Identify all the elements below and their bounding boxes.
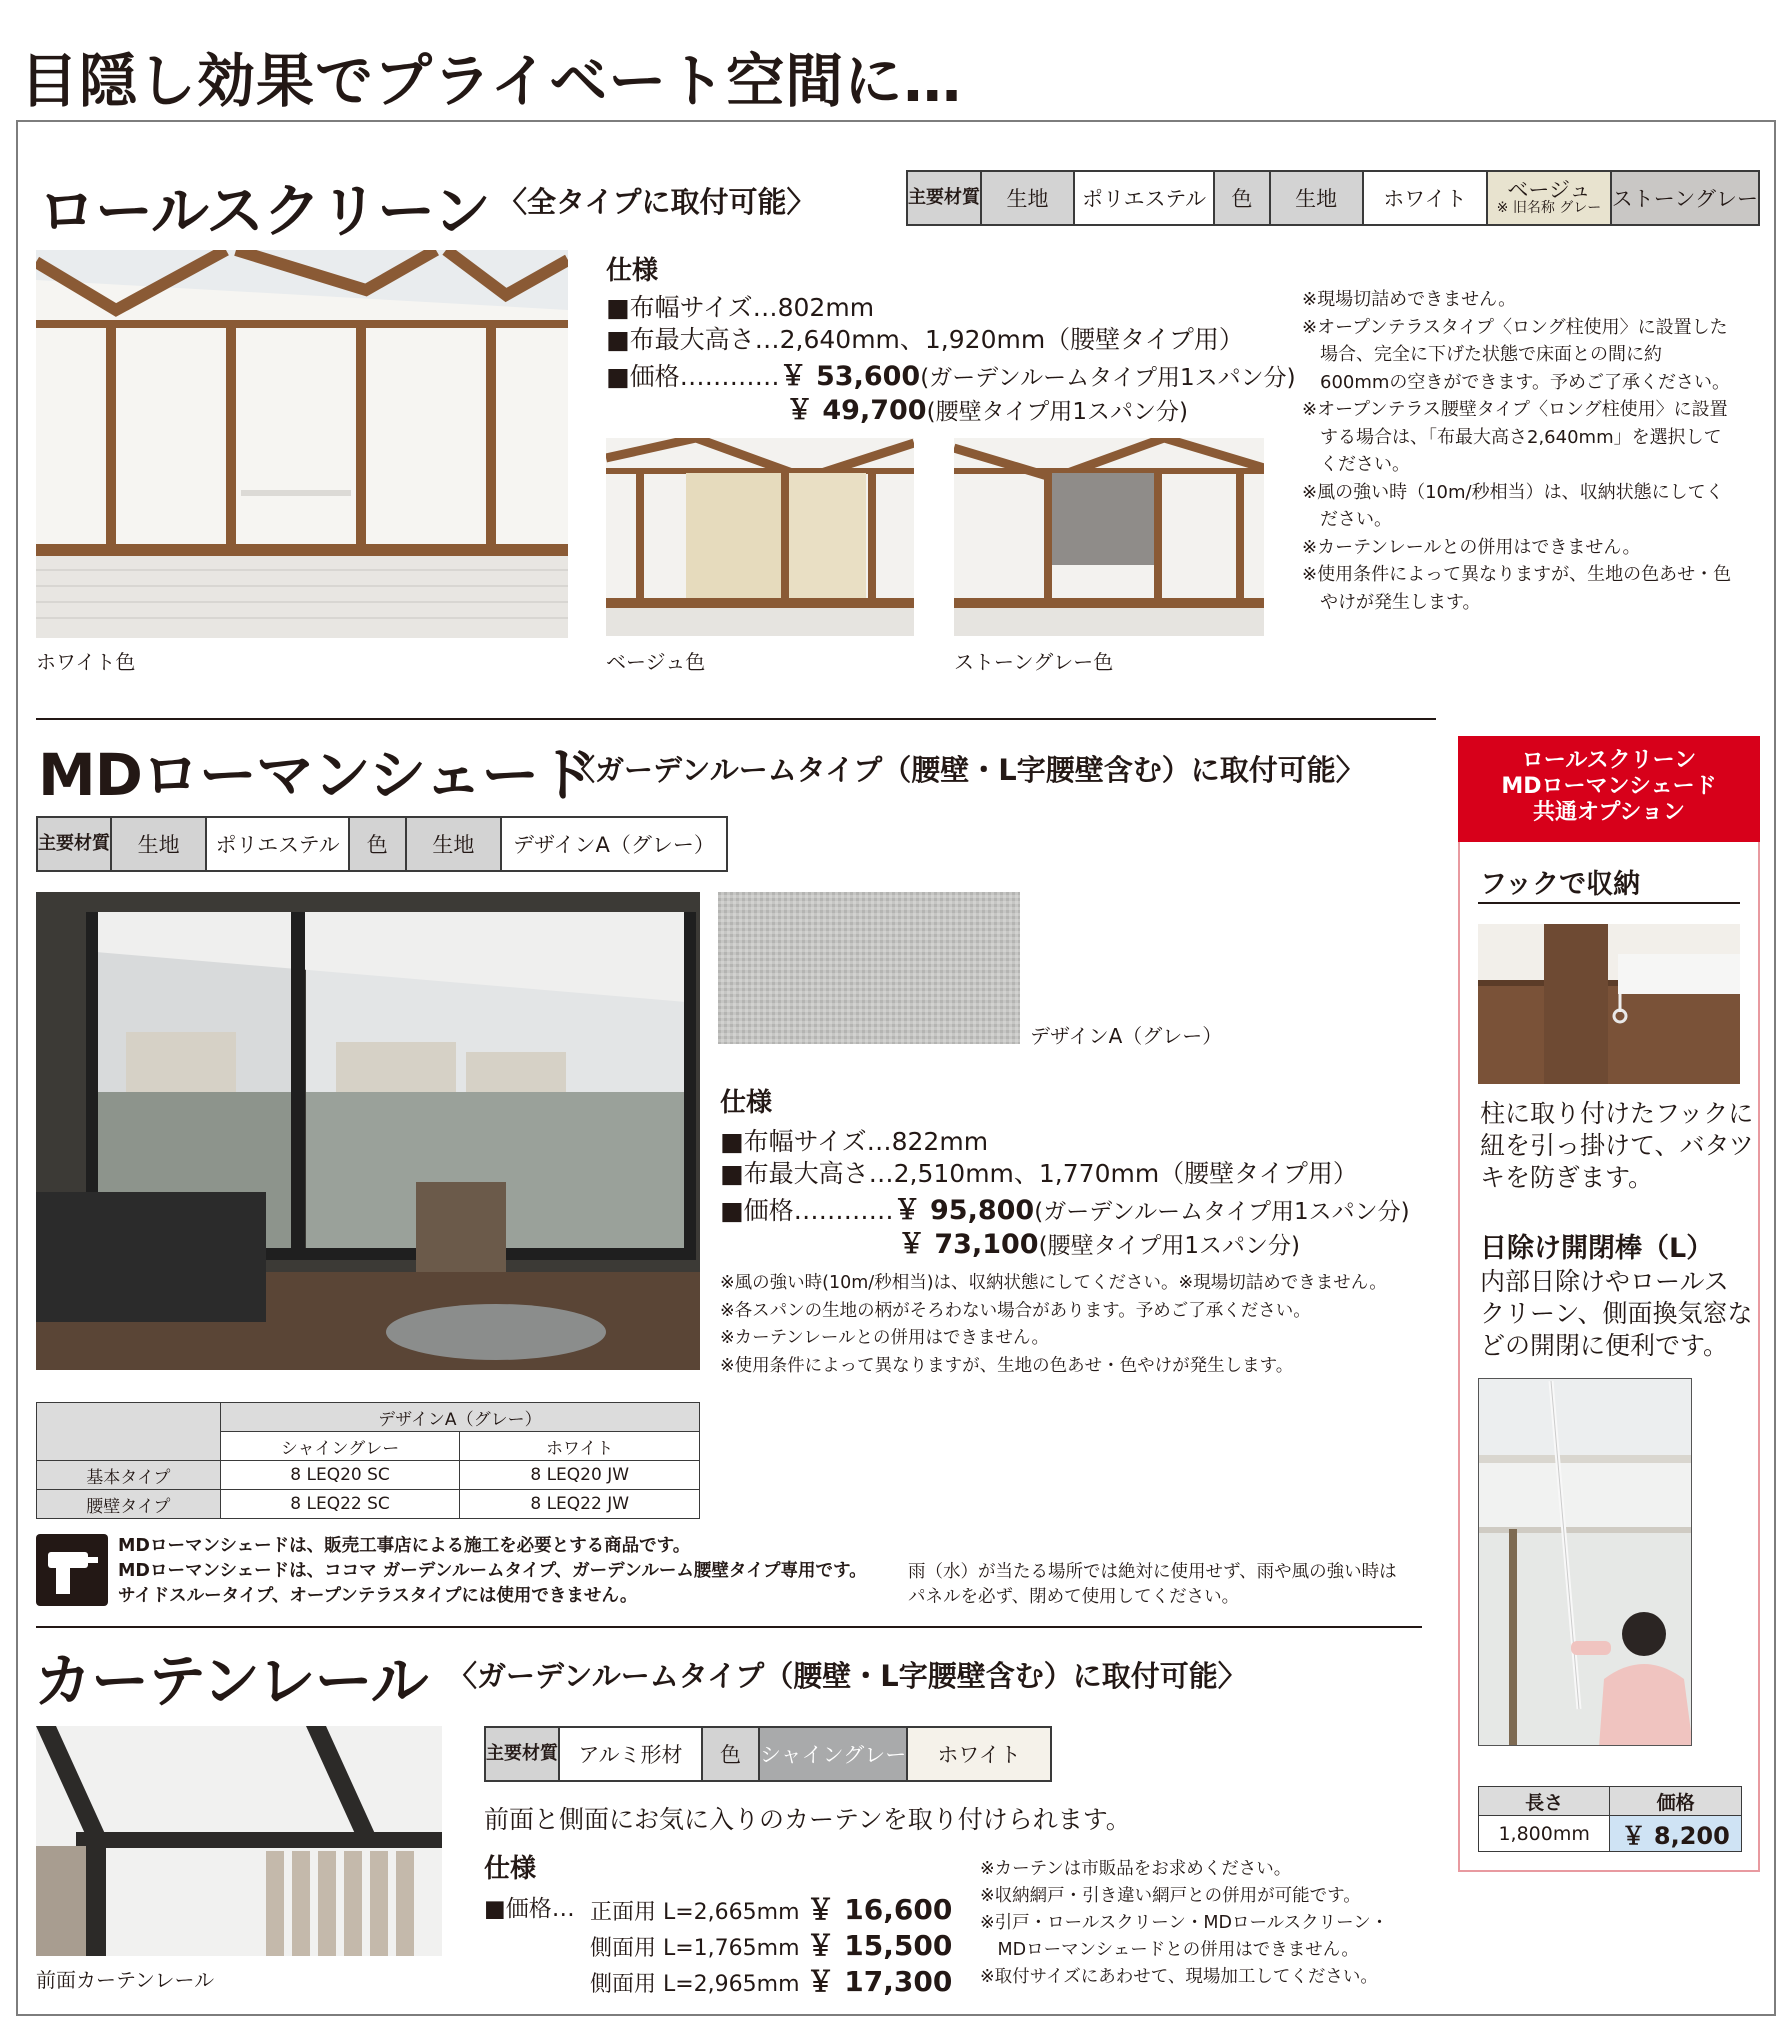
- section-divider: [36, 718, 1436, 720]
- rod-text-line: 内部日除けやロールス: [1480, 1267, 1729, 1296]
- color-beige-label: ベージュ: [1507, 178, 1591, 202]
- roll-screen-title: ロールスクリーン: [38, 177, 490, 245]
- curtain-notes: [980, 1856, 1420, 1991]
- fabric-label: 生地: [111, 817, 206, 871]
- table-row: [37, 1461, 700, 1490]
- curtain-price-value: ￥ 16,600: [806, 1893, 953, 1926]
- rod-text-line: どの開閉に便利です。: [1480, 1331, 1729, 1360]
- roll-photo-stone: [954, 438, 1264, 636]
- option-header-line: ロールスクリーン: [1521, 748, 1697, 773]
- md-rain-line: 雨（水）が当たる場所では絶対に使用せず、雨や風の強い時は: [908, 1562, 1397, 1582]
- color-beige-note: ※ 旧名称 グレー: [1496, 200, 1602, 216]
- roll-material-table: [906, 170, 1760, 226]
- fabric-label: 生地: [981, 171, 1074, 225]
- material-label: 主要材質: [485, 1727, 559, 1781]
- rod-table-head-length: 長さ: [1479, 1787, 1610, 1816]
- material-value: アルミ形材: [559, 1727, 702, 1781]
- md-spec-width-label: ■布幅サイズ: [720, 1127, 867, 1156]
- roll-spec-width-value: …802mm: [752, 293, 875, 322]
- roll-note: 場合、完全に下げた状態で床面との間に約: [1302, 344, 1662, 365]
- roll-note: 600mmの空きができます。予めご了承ください。: [1302, 371, 1730, 393]
- md-code-table: [36, 1402, 700, 1519]
- md-warning-line: MDローマンシェードは、販売工事店による施工を必要とする商品です。: [118, 1536, 691, 1556]
- code-table-col-white: ホワイト: [460, 1432, 700, 1461]
- md-warning: [118, 1534, 867, 1609]
- roll-note: やけが発生します。: [1302, 591, 1481, 613]
- curtain-note: MDローマンシェードとの併用はできません。: [980, 1940, 1359, 1960]
- md-spec-width-value: …822mm: [866, 1127, 989, 1156]
- page-title: 目隠し効果でプライベート空間に…: [20, 47, 963, 115]
- md-spec-price-label: ■価格…………: [720, 1196, 894, 1225]
- md-fabric-swatch: [718, 892, 1020, 1044]
- color-white: ホワイト: [1363, 171, 1488, 225]
- curtain-price-value: ￥ 15,500: [806, 1929, 953, 1962]
- roll-price-waist: ￥ 49,700: [786, 395, 927, 426]
- curtain-note: ※取付サイズにあわせて、現場加工してください。: [980, 1967, 1378, 1987]
- roll-notes: [1302, 286, 1772, 616]
- code-row-name: 腰壁タイプ: [37, 1490, 221, 1519]
- md-rain-warning: [908, 1560, 1397, 1610]
- curtain-rail-subtitle: 〈ガーデンルームタイプ（腰壁・L字腰壁含む）に取付可能〉: [448, 1659, 1247, 1693]
- md-price-waist-note: (腰壁タイプ用1スパン分): [1038, 1233, 1301, 1259]
- drill-icon: [36, 1534, 108, 1606]
- rod-text: [1480, 1266, 1753, 1362]
- material-label: 主要材質: [37, 817, 111, 871]
- code-table-group: デザインA（グレー）: [220, 1403, 699, 1432]
- roll-spec-height-label: ■布最大高さ: [606, 325, 755, 354]
- code-table-corner: [37, 1403, 221, 1461]
- color-label: 色: [349, 817, 406, 871]
- md-spec-height: [720, 1154, 1358, 1190]
- rod-table-head-price: 価格: [1610, 1787, 1742, 1816]
- roll-photo-beige: [606, 438, 914, 636]
- curtain-spec-head: 仕様: [484, 1854, 537, 1884]
- curtain-price-row: [590, 1924, 952, 1964]
- roll-note: ※カーテンレールとの併用はできません。: [1302, 536, 1641, 558]
- md-rain-line: パネルを必ず、閉めて使用してください。: [908, 1587, 1240, 1607]
- curtain-rail-title: カーテンレール: [34, 1647, 428, 1715]
- code-row-value: 8 LEQ20 SC: [220, 1461, 460, 1490]
- md-price-garden-note: (ガーデンルームタイプ用1スパン分): [1034, 1199, 1410, 1225]
- roll-note: ※現場切詰めできません。: [1302, 289, 1517, 310]
- hook-photo: [1478, 924, 1740, 1084]
- roll-caption-white: ホワイト色: [36, 650, 136, 674]
- md-price-garden: ￥ 95,800: [893, 1195, 1035, 1226]
- color-fabric-label: 生地: [1270, 171, 1363, 225]
- roll-note: ください。: [1302, 454, 1410, 475]
- rod-price-table: [1478, 1786, 1742, 1852]
- hook-text-line: 紐を引っ掛けて、バタツ: [1480, 1131, 1754, 1160]
- roll-spec-width-label: ■布幅サイズ: [606, 293, 753, 322]
- md-note: ※風の強い時(10m/秒相当)は、収納状態にしてください。※現場切詰めできません。: [720, 1273, 1387, 1293]
- hook-divider: [1478, 902, 1740, 904]
- color-fabric-label: 生地: [406, 817, 501, 871]
- md-shade-subtitle: 〈ガーデンルームタイプ（腰壁・L字腰壁含む）に取付可能〉: [566, 753, 1365, 787]
- curtain-price-value: ￥ 17,300: [806, 1965, 953, 1998]
- rod-price-value: ￥ 8,200: [1610, 1816, 1742, 1852]
- md-notes: [720, 1270, 1440, 1380]
- md-swatch-caption: デザインA（グレー）: [1030, 1024, 1223, 1048]
- roll-spec-price-label: ■価格…………: [606, 362, 780, 391]
- hook-text-line: キを防ぎます。: [1480, 1163, 1654, 1192]
- md-spec-width: [720, 1122, 988, 1158]
- roll-price-garden: ￥ 53,600: [779, 361, 921, 392]
- curtain-price-row: [590, 1888, 952, 1928]
- curtain-note: ※引戸・ロールスクリーン・MDロールスクリーン・: [980, 1913, 1389, 1933]
- option-header: [1458, 736, 1760, 842]
- roll-price-waist-note: (腰壁タイプ用1スパン分): [926, 399, 1189, 425]
- roll-note: ださい。: [1302, 509, 1392, 530]
- curtain-price-item: 側面用 L=1,765mm: [590, 1936, 800, 1961]
- md-spec-head: 仕様: [720, 1088, 773, 1118]
- color-label: 色: [1214, 171, 1269, 225]
- roll-note: する場合は、「布最大高さ2,640mm」を選択して: [1302, 426, 1722, 448]
- code-row-value: 8 LEQ22 SC: [220, 1490, 460, 1519]
- rod-text-line: クリーン、側面換気窓な: [1480, 1299, 1753, 1328]
- md-shade-title: MDローマンシェード: [38, 741, 596, 809]
- hook-text: [1480, 1098, 1754, 1194]
- roll-spec-width: [606, 288, 874, 324]
- md-note: ※各スパンの生地の柄がそろわない場合があります。予めご了承ください。: [720, 1300, 1311, 1321]
- roll-caption-stone: ストーングレー色: [954, 650, 1114, 674]
- roll-note: ※オープンテラスタイプ〈ロング柱使用〉に設置した: [1302, 316, 1728, 338]
- roll-price-garden-note: (ガーデンルームタイプ用1スパン分): [920, 365, 1296, 391]
- fabric-value: ポリエステル: [1074, 171, 1214, 225]
- md-spec-height-label: ■布最大高さ: [720, 1159, 869, 1188]
- color-shine-gray: シャイングレー: [759, 1727, 907, 1781]
- curtain-price-row: [590, 1960, 952, 2000]
- option-header-line: 共通オプション: [1532, 800, 1686, 825]
- curtain-price-item: 側面用 L=2,965mm: [590, 1972, 800, 1997]
- curtain-photo: [36, 1726, 442, 1956]
- hook-text-line: 柱に取り付けたフックに: [1480, 1099, 1754, 1128]
- md-room-photo: [36, 892, 700, 1370]
- roll-screen-subtitle: 〈全タイプに取付可能〉: [498, 185, 816, 219]
- roll-spec-price2: [786, 388, 1188, 427]
- curtain-material-table: [484, 1726, 1052, 1782]
- md-note: ※使用条件によって異なりますが、生地の色あせ・色やけが発生します。: [720, 1355, 1294, 1376]
- code-row-value: 8 LEQ22 JW: [460, 1490, 700, 1519]
- md-note: ※カーテンレールとの併用はできません。: [720, 1328, 1050, 1348]
- roll-spec-height: [606, 320, 1244, 356]
- curtain-note: ※カーテンは市販品をお求めください。: [980, 1859, 1292, 1879]
- md-material-table: [36, 816, 728, 872]
- roll-photo-white: [36, 250, 568, 638]
- curtain-price-label: ■価格…: [484, 1896, 575, 1922]
- roll-spec-head: 仕様: [606, 256, 659, 286]
- md-warning-line: MDローマンシェードは、ココマ ガーデンルームタイプ、ガーデンルーム腰壁タイプ専用です。: [118, 1561, 867, 1581]
- rod-photo: [1478, 1378, 1692, 1746]
- hook-head: フックで収納: [1480, 869, 1641, 900]
- rod-head: 日除け開閉棒（L）: [1480, 1233, 1714, 1264]
- code-table-col-shine: シャイングレー: [220, 1432, 460, 1461]
- color-beige: [1487, 171, 1611, 225]
- color-stone-gray: ストーングレー: [1611, 171, 1759, 225]
- roll-caption-beige: ベージュ色: [606, 650, 706, 674]
- roll-note: ※使用条件によって異なりますが、生地の色あせ・色: [1302, 564, 1732, 585]
- roll-spec-height-value: …2,640mm、1,920mm（腰壁タイプ用）: [754, 325, 1244, 354]
- section-divider: [36, 1626, 1422, 1628]
- curtain-note: ※収納網戸・引き違い網戸との併用が可能です。: [980, 1886, 1361, 1906]
- md-spec-height-value: …2,510mm、1,770mm（腰壁タイプ用）: [868, 1159, 1358, 1188]
- option-header-line: MDローマンシェード: [1501, 774, 1717, 799]
- curtain-price-item: 正面用 L=2,665mm: [590, 1900, 800, 1925]
- md-spec-price2: [898, 1222, 1300, 1261]
- roll-note: ※風の強い時（10m/秒相当）は、収納状態にしてく: [1302, 481, 1724, 503]
- color-design-a: デザインA（グレー）: [501, 817, 727, 871]
- table-row: [37, 1490, 700, 1519]
- roll-note: ※オープンテラス腰壁タイプ〈ロング柱使用〉に設置: [1302, 399, 1728, 420]
- material-label: 主要材質: [907, 171, 981, 225]
- fabric-value: ポリエステル: [206, 817, 349, 871]
- rod-length-value: 1,800mm: [1479, 1816, 1610, 1852]
- code-row-value: 8 LEQ20 JW: [460, 1461, 700, 1490]
- code-row-name: 基本タイプ: [37, 1461, 221, 1490]
- curtain-lead: 前面と側面にお気に入りのカーテンを取り付けられます。: [484, 1805, 1131, 1834]
- md-warning-line: サイドスルータイプ、オープンテラスタイプには使用できません。: [118, 1586, 638, 1606]
- curtain-caption: 前面カーテンレール: [36, 1968, 215, 1992]
- color-label: 色: [702, 1727, 759, 1781]
- md-price-waist: ￥ 73,100: [898, 1229, 1039, 1260]
- color-white: ホワイト: [907, 1727, 1051, 1781]
